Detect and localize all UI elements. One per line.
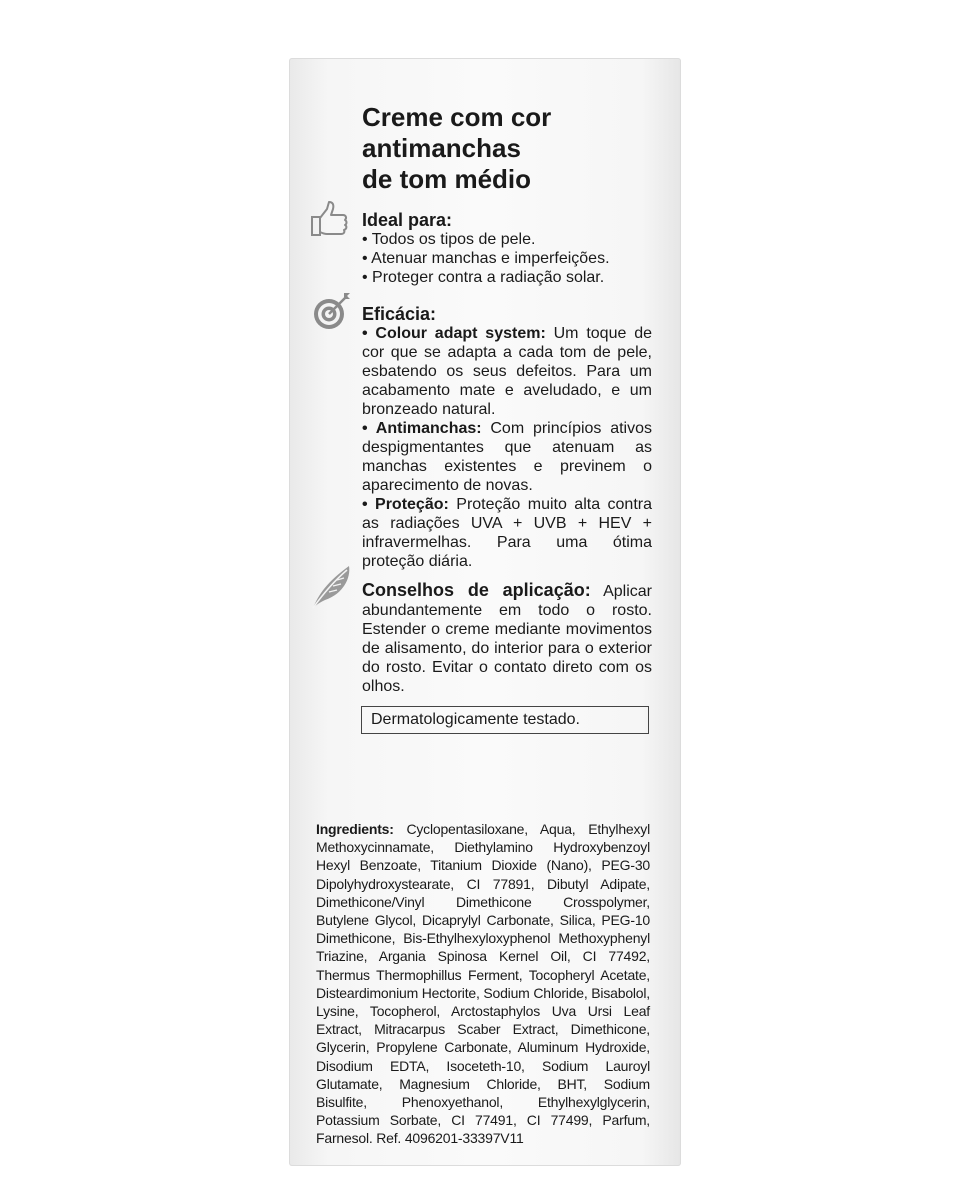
conselhos-heading: Conselhos de aplicação: bbox=[362, 580, 591, 600]
title-line: antimanchas bbox=[362, 133, 521, 163]
conselhos-section bbox=[362, 580, 652, 696]
conselhos-body: Aplicar abundantemente em todo o rosto. Estender o creme mediante movimentos de alisamento, do interior para o exterior do rosto. Evitar o contato direto com os olhos. bbox=[362, 583, 653, 695]
ideal-bullet: • Proteger contra a radiação solar. bbox=[362, 269, 605, 286]
package-side-panel bbox=[289, 58, 681, 1166]
eficacia-item bbox=[362, 495, 652, 571]
target-icon bbox=[311, 290, 353, 332]
ingredients-text: Cyclopentasiloxane, Aqua, Ethylhexyl Methoxycinnamate, Diethylamino Hydroxybenzoyl Hexyl Benzoate, Titanium Dioxide (Nano), PEG-30 Dipolyhydroxystearate, CI 77891, Dibutyl Adipate, Dimethicone/Vinyl Dimethicone Crosspolymer, Butylene Glycol, Dicaprylyl Carbonate, Silica, PEG-10 Dimethicone, Bis-Ethylhexyloxyphenol Methoxyphenyl Triazine, Argania Spinosa Kernel Oil, CI 77492, Thermus Thermophillus Ferment, Tocopheryl Acetate, Disteardimonium Hectorite, Sodium Chloride, Bisabolol, Lysine, Tocopherol, Arctostaphylos Uva Ursi Leaf Extract, Mitracarpus Scaber Extract, Dimethicone, Glycerin, Propylene Carbonate, Aluminum Hydroxide, Disodium EDTA, Isoceteth-10, Sodium Lauroyl Glutamate, Magnesium Chloride, BHT, Sodium Bisulfite, Phenoxyethanol, Ethylhexylglycerin, Potassium Sorbate, CI 77491, CI 77499, Parfum, Farnesol. Ref. 4096201-33397V11 bbox=[316, 821, 650, 1147]
ideal-bullet: • Todos os tipos de pele. bbox=[362, 231, 536, 248]
conselhos-text bbox=[362, 580, 652, 696]
eficacia-item-label: • Proteção: bbox=[362, 496, 449, 513]
eficacia-item-label: • Colour adapt system: bbox=[362, 325, 546, 342]
eficacia-item bbox=[362, 419, 652, 495]
ideal-bullet: • Atenuar manchas e imperfeições. bbox=[362, 250, 610, 267]
title-line: de tom médio bbox=[362, 164, 532, 194]
eficacia-item-label: • Antimanchas: bbox=[362, 420, 482, 437]
title-line: Creme com cor bbox=[362, 102, 552, 132]
product-title bbox=[362, 102, 652, 195]
ingredients-label: Ingredients: bbox=[316, 821, 394, 837]
eficacia-item-text: Um toque de cor que se adapta a cada tom de pele, esbatendo os seus defeitos. Para um acabamento mate e aveludado, e um bronzeado natural. bbox=[362, 325, 652, 418]
eficacia-section bbox=[362, 304, 652, 571]
eficacia-item-text: Proteção muito alta contra as radiações UVA + UVB + HEV + infravermelhas. Para uma ótima proteção diária. bbox=[362, 496, 653, 570]
thumbs-up-icon bbox=[309, 200, 351, 238]
eficacia-item-text: Com princípios ativos despigmentantes que atenuam as manchas existentes e previnem o aparecimento de novas. bbox=[362, 420, 653, 494]
ideal-heading: Ideal para: bbox=[362, 210, 453, 230]
ingredients-list bbox=[316, 820, 650, 1148]
ideal-section bbox=[362, 210, 652, 287]
eficacia-item bbox=[362, 324, 652, 419]
eficacia-heading: Eficácia: bbox=[362, 304, 437, 324]
feather-icon bbox=[309, 564, 353, 610]
dermatologically-tested-box: Dermatologicamente testado. bbox=[361, 706, 649, 734]
